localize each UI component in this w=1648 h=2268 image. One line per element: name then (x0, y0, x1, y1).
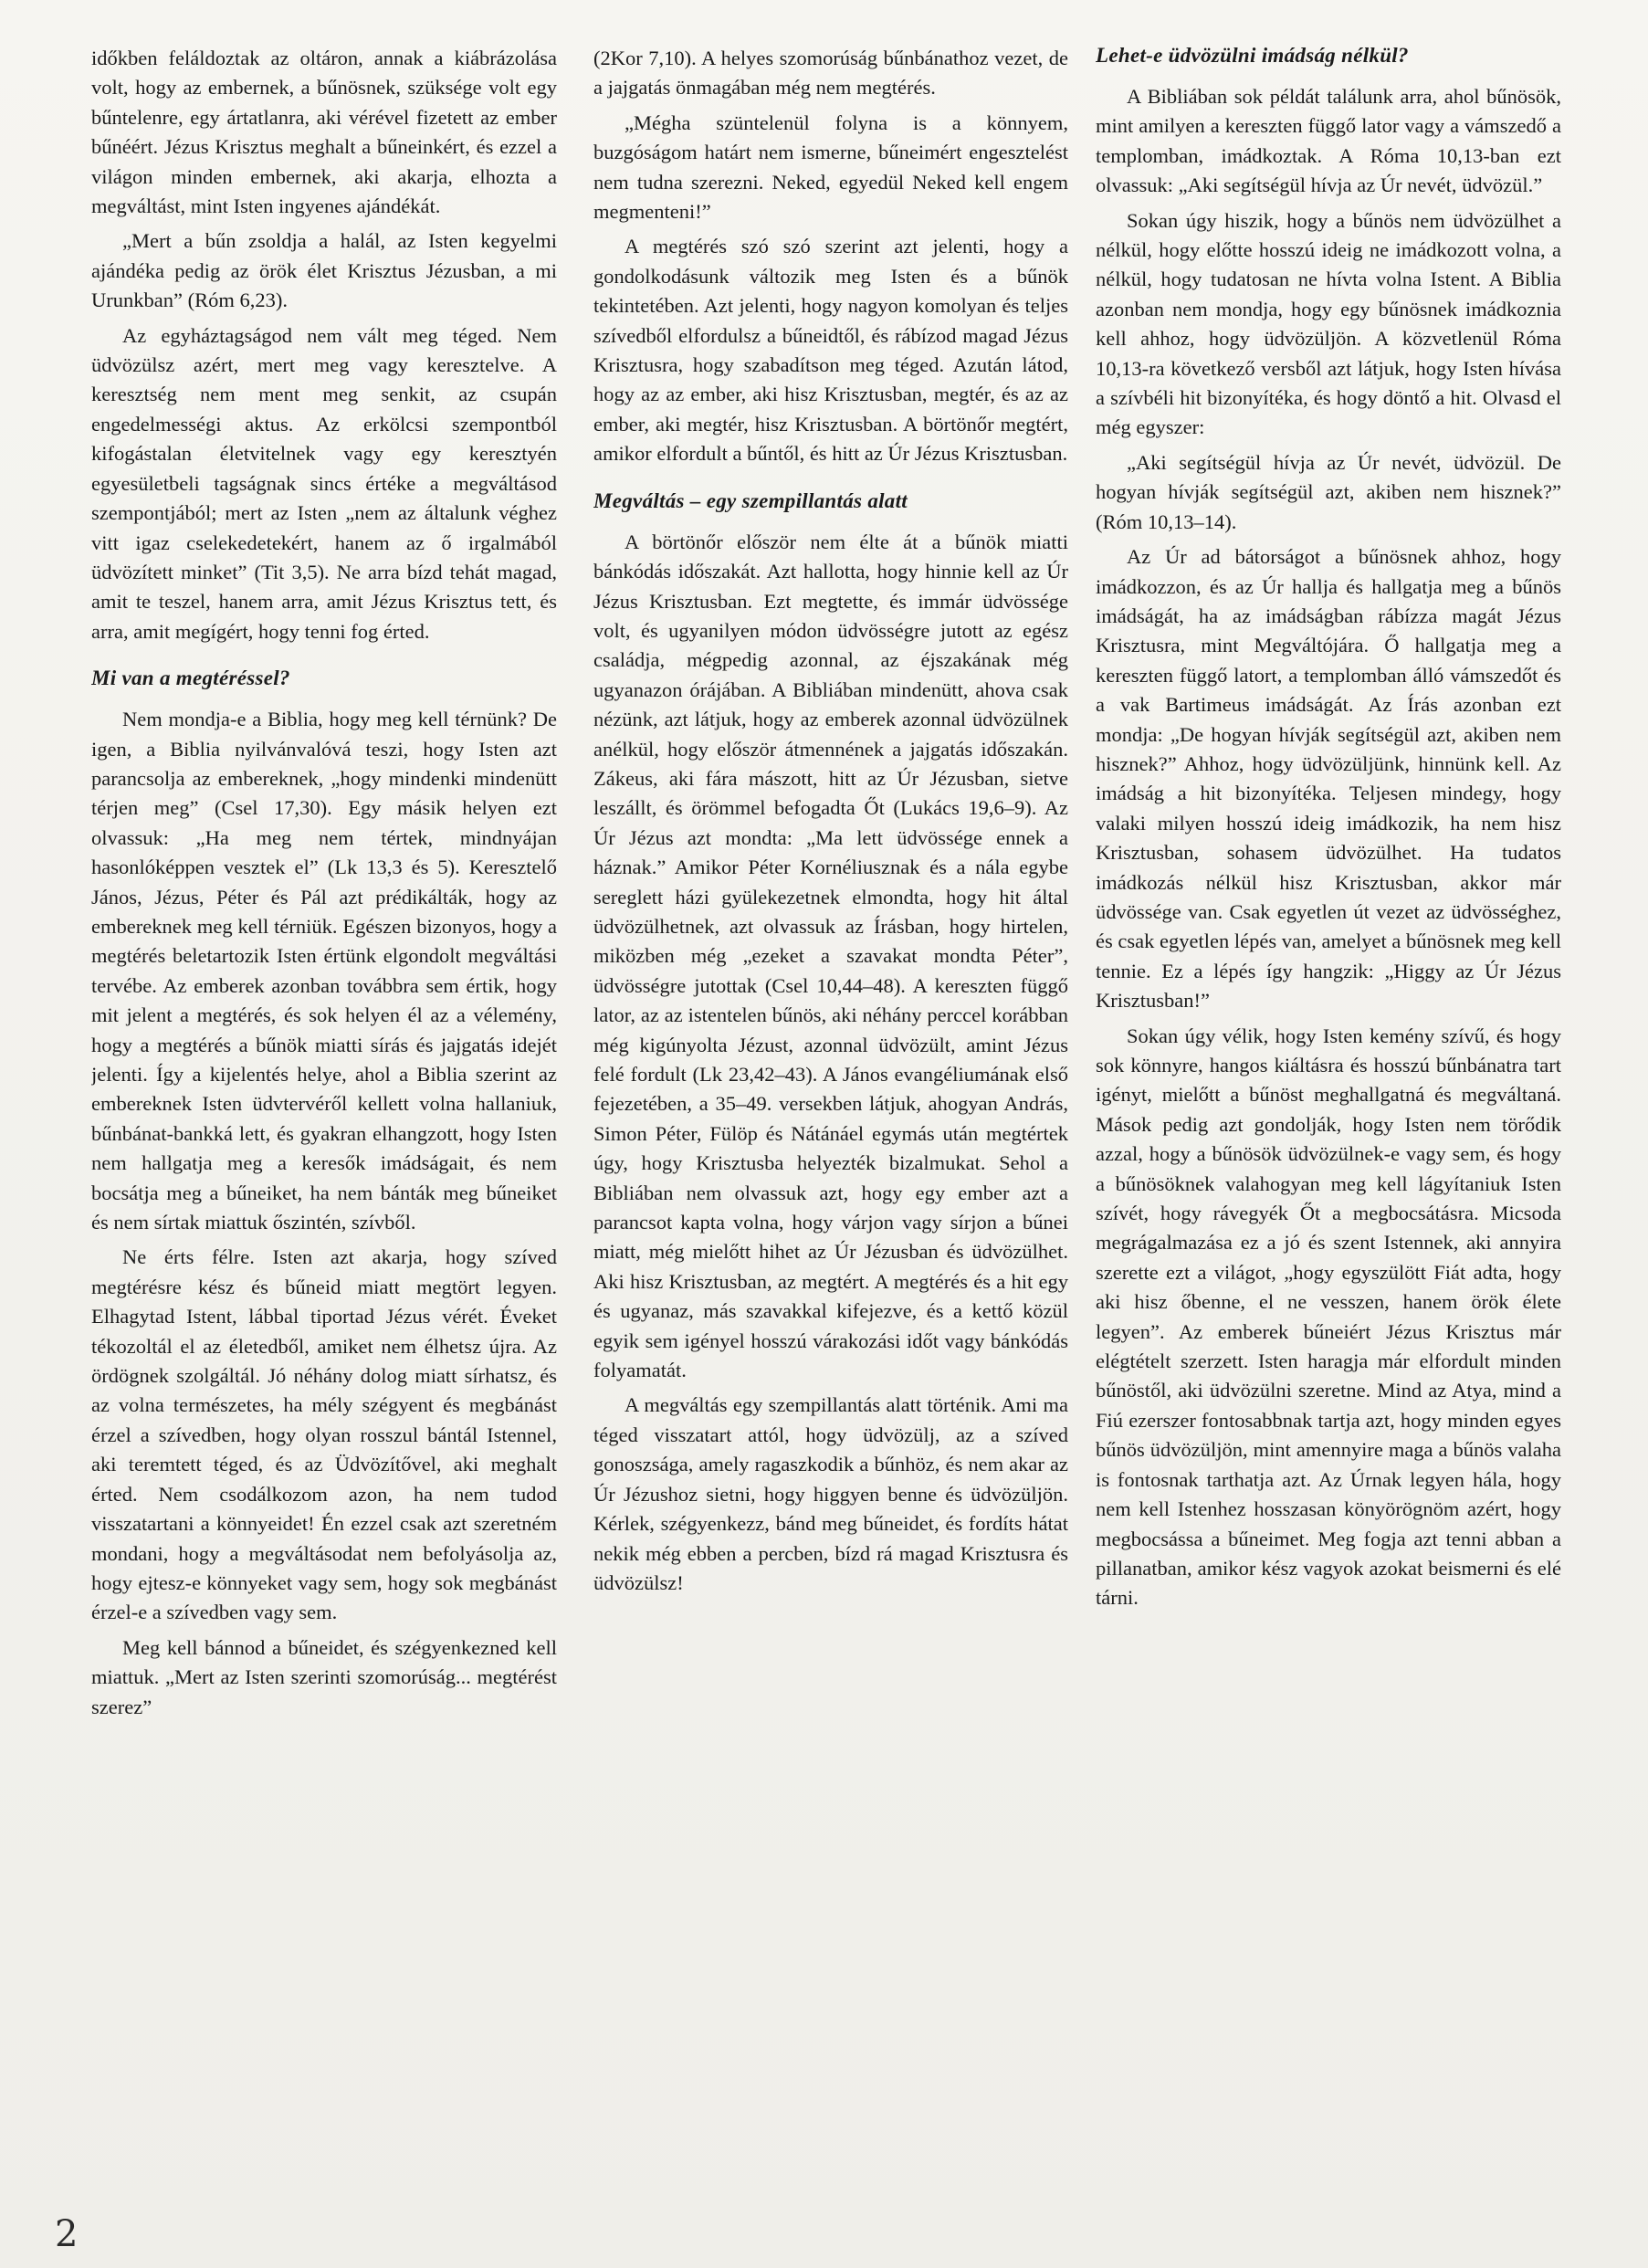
paragraph: (2Kor 7,10). A helyes szomorúság bűnbánathoz vezet, de a jajgatás önmagában még nem megtérés. (593, 47, 1068, 100)
paragraph: „Aki segítségül hívja az Úr nevét, üdvözül. De hogyan hívják segítségül azt, akiben nem hisznek?” (Róm 10,13–14). (1096, 450, 1561, 533)
page-number: 2 (55, 2213, 79, 2255)
paragraph: Az egyháztagságod nem vált meg téged. Nem üdvözülsz azért, mert meg vagy keresztelve. A keresztség nem ment meg senkit, az csupán engedelmességi aktus. Az erkölcsi szempontból kifogástalan életvitelnek vagy egy keresztyén egyesületbeli tagságnak sincs értéke a megváltásod szempontjából; mert az Isten „nem az általunk véghez vitt igaz cselekedetekért, hanem az ő irgalmából üdvözített minket” (Tit 3,5). Ne arra bízd tehát magad, amit te teszel, hanem arra, amit Jézus Krisztus tett, és arra, amit megígért, hogy tenni fog érted. (91, 323, 557, 643)
section-heading: Mi van a megtéréssel? (91, 667, 290, 690)
text-column-1 (91, 44, 557, 2213)
paragraph: Meg kell bánnod a bűneidet, és szégyenkezned kell miattuk. „Mert az Isten szerinti szomorúság... megtérést szerez” (91, 1635, 557, 1718)
paragraph: „Mégha szüntelenül folyna is a könnyem, buzgóságom határt nem ismerne, bűneimért engesztelést nem tudna szerezni. Neked, egyedül Neked kell engem megmenteni!” (593, 110, 1068, 224)
section-heading: Lehet-e üdvözülni imádság nélkül? (1096, 44, 1409, 67)
paragraph: Sokan úgy vélik, hogy Isten kemény szívű, és hogy sok könnyre, hangos kiáltásra és hosszú bűnbánatra tart igényt, mielőtt a bűnöst meghallgatná és megváltaná. Mások pedig azt gondolják, hogy Isten nem törődik azzal, hogy a bűnösök üdvözülnek-e vagy sem, és hogy a bűnösöknek valahogyan meg kell lágyítaniuk Isten szívét, hogy rávegyék Őt a megbocsátásra. Micsoda megrágalmazása ez a jó és szent Istennek, aki annyira szerette ezt a világot, „hogy egyszülött Fiát adta, hogy aki hisz őbenne, el ne vesszen, hanem örök élete legyen”. Az emberek bűneiért Jézus Krisztus már elégtételt szerzett. Isten haragja már elfordult minden bűnöstől, aki üdvözülni szeretne. Mind az Atya, mind a Fiú ezerszer fontosabbnak tartja azt, hogy minden egyes bűnös üdvözüljön, mint amennyire maga a bűnös valaha is fontosnak tarthatja azt. Az Úrnak legyen hála, hogy nem kell Istenhez hosszasan könyörögnöm azért, hogy megbocsássa a bűneimet. Meg fogja azt tenni abban a pillanatban, amikor kész vagyok azokat beismerni és elé tárni. (1096, 1024, 1561, 1610)
paragraph: A megváltás egy szempillantás alatt történik. Ami ma téged visszatart attól, hogy üdvözülj, az a szíved gonoszsága, amely ragaszkodik a bűnhöz, és nem akar az Úr Jézushoz sietni, hogy higgyen benne és üdvözüljön. Kérlek, szégyenkezz, bánd meg bűneidet, és fordíts hátat nekik még ebben a percben, bízd rá magad Krisztusra és üdvözülsz! (593, 1393, 1068, 1594)
paragraph: Ne érts félre. Isten azt akarja, hogy szíved megtérésre kész és bűneid miatt megtört legyen. Elhagytad Istent, lábbal tiportad Jézus vérét. Éveket tékozoltál el az életedből, amiket nem élhetsz újra. Az ördögnek szolgáltál. Jó néhány dolog miatt sírhatsz, és az volna természetes, ha mély szégyent és megbánást érzel a szívedben, hogy olyan rosszul bántál Istennel, aki teremtett téged, és az Üdvözítővel, aki meghalt érted. Nem csodálkozom azon, ha nem tudod visszatartani a könnyeidet! Én ezzel csak azt szeretném mondani, hogy a megváltásodat nem befolyásolja az, hogy ejtesz-e könnyeket vagy sem, hogy sok megbánást érzel-e a szívedben vagy sem. (91, 1245, 557, 1624)
paragraph: A megtérés szó szó szerint azt jelenti, hogy a gondolkodásunk változik meg Isten és a bűnök tekintetében. Azt jelenti, hogy nagyon komolyan és teljes szívedből elfordulsz a bűneidtől, és rábízod magad Jézus Krisztusra, hogy szabadítson meg téged. Azután látod, hogy az az ember, aki hisz Krisztusban, megtér, és az az ember, aki megtér, hisz Krisztusban. A börtönőr megtért, amikor elfordult a bűntől, és hitt az Úr Jézus Krisztusban. (593, 235, 1068, 466)
text-column-3 (1096, 44, 1561, 2213)
text-column-2 (593, 44, 1068, 2213)
paragraph: Nem mondja-e a Biblia, hogy meg kell térnünk? De igen, a Biblia nyilvánvalóvá teszi, hogy Isten azt parancsolja az embereknek, „hogy mindenki mindenütt térjen meg” (Csel 17,30). Egy másik helyen ezt olvassuk: „Ha meg nem tértek, mindnyájan hasonlóképpen vesztek el” (Lk 13,3 és 5). Keresztelő János, Jézus, Péter és Pál azt prédikálták, hogy az embereknek meg kell térniük. Egészen bizonyos, hogy a megtérés beletartozik Isten értünk elgondolt megváltási tervébe. Az emberek azonban továbbra sem értik, hogy mit jelent a megtérés, és sok helyen él az a vélemény, hogy a megtérés a bűnök miatti sírás és jajgatás idejét jelenti. Így a kijelentés helye, ahol a Biblia szerint az embereknek Isten üdvtervéről kellett volna hallaniuk, bűnbánat-bankká lett, és gyakran elhangzott, hogy Isten nem hallgatja meg a keresők imádságait, és nem bocsátja meg a bűneiket, ha nem bánták meg bűneiket és nem sírtak miattuk őszintén, szívből. (91, 708, 557, 1234)
paragraph: Sokan úgy hiszik, hogy a bűnös nem üdvözülhet a nélkül, hogy előtte hosszú ideig ne imádkozott volna, a nélkül, hogy tudatosan ne hívta volna Istent. A Biblia azonban nem mondja, hogy egy bűnösnek imádkoznia kell ahhoz, hogy üdvözüljön. A közvetlenül Róma 10,13-ra következő versből azt látjuk, hogy Isten hívása a szívbéli hit bizonyítéka, és hogy döntő a hit. Olvasd el még egyszer: (1096, 208, 1561, 439)
section-heading: Megváltás – egy szempillantás alatt (593, 488, 908, 512)
paragraph: „Mert a bűn zsoldja a halál, az Isten kegyelmi ajándéka pedig az örök élet Krisztus Jézusban, a mi Urunkban” (Róm 6,23). (91, 229, 557, 312)
paragraph: Az Úr ad bátorságot a bűnösnek ahhoz, hogy imádkozzon, és az Úr hallja és hallgatja meg a bűnös imádságát, ha az imádságban rábízza magát Jézus Krisztusra, mint Megváltójára. Ő hallgatja meg a kereszten függő latort, a templomban álló vámszedőt és a vak Bartimeus imádságát. Az Írás azonban ezt mondja: „De hogyan hívják segítségül azt, akiben nem hisznek?” Ahhoz, hogy üdvözüljünk, hinnünk kell. Az imádság a hit bizonyítéka. Teljesen mindegy, hogy valaki milyen hosszú ideig imádkozik, ha nem hisz Krisztusban, sohasem üdvözülhet. Ha tudatos imádkozás nélkül hisz Krisztusban, akkor már üdvössége van. Csak egyetlen út vezet az üdvösséghez, és csak egyetlen lépés van, amelyet a bűnösnek meg kell tennie. Ez a lépés így hangzik: „Higgy az Úr Jézus Krisztusban!” (1096, 545, 1561, 1013)
paragraph: A Bibliában sok példát találunk arra, ahol bűnösök, mint amilyen a kereszten függő lator vagy a vámszedő a templomban, imádkoztak. A Róma 10,13-ban ezt olvassuk: „Aki segítségül hívja az Úr nevét, üdvözül.” (1096, 85, 1561, 197)
paragraph: időkben feláldoztak az oltáron, annak a kiábrázolása volt, hogy az embernek, a bűnösnek, szüksége volt egy bűntelenre, egy ártatlanra, aki vérével fizetett az ember bűnéért. Jézus Krisztus meghalt a bűneinkért, és ezzel a világon minden embernek, aki akarja, elhozta a megváltást, mint Isten ingyenes ajándékát. (91, 47, 557, 218)
paragraph: A börtönőr először nem élte át a bűnök miatti bánkódás időszakát. Azt hallotta, hogy hinnie kell az Úr Jézus Krisztusban. Ezt megtette, és immár üdvössége volt, és ugyanilyen módon üdvösségre jutott az egész családja, mégpedig azonnal, az éjszakának még ugyanazon órájában. A Bibliában mindenütt, ahova csak nézünk, azt látjuk, hogy az emberek azonnal üdvözülnek anélkül, hogy először átmennének a jajgatás időszakán. Zákeus, aki fára mászott, hitt az Úr Jézusban, sietve leszállt, és örömmel befogadta Őt (Lukács 19,6–9). Az Úr Jézus azt mondta: „Ma lett üdvössége ennek a háznak.” Amikor Péter Kornéliusznak és a nála egybe sereglett házi gyülekezetnek elmondta, hogy hit által üdvözülhetnek, azt olvassuk az Írásban, hogy hirtelen, miközben még „ezeket a szavakat mondta Péter”, üdvösségre jutottak (Csel 10,44–48). A kereszten függő lator, az az istentelen bűnös, aki néhány perccel korábban még kigúnyolta Jézust, azonnal üdvözült, amint Jézus felé fordult (Lk 23,42–43). A János evangéliumának első fejezetében, a 35–49. versekben látjuk, ahogyan András, Simon Péter, Fülöp és Nátánáel egymás után megtértek úgy, hogy Krisztusba helyezték bizalmukat. Sehol a Bibliában nem olvassuk azt, hogy egy ember azt a parancsot kapta volna, hogy várjon vagy sírjon a bűnei miatt, még mielőtt hihet az Úr Jézusban és üdvözülhet. Aki hisz Krisztusban, az megtért. A megtérés és a hit egy és ugyanaz, más szavakkal kifejezve, és a kettő közül egyik sem igényel hosszú várakozási időt vagy bánkódás folyamatát. (593, 530, 1068, 1382)
